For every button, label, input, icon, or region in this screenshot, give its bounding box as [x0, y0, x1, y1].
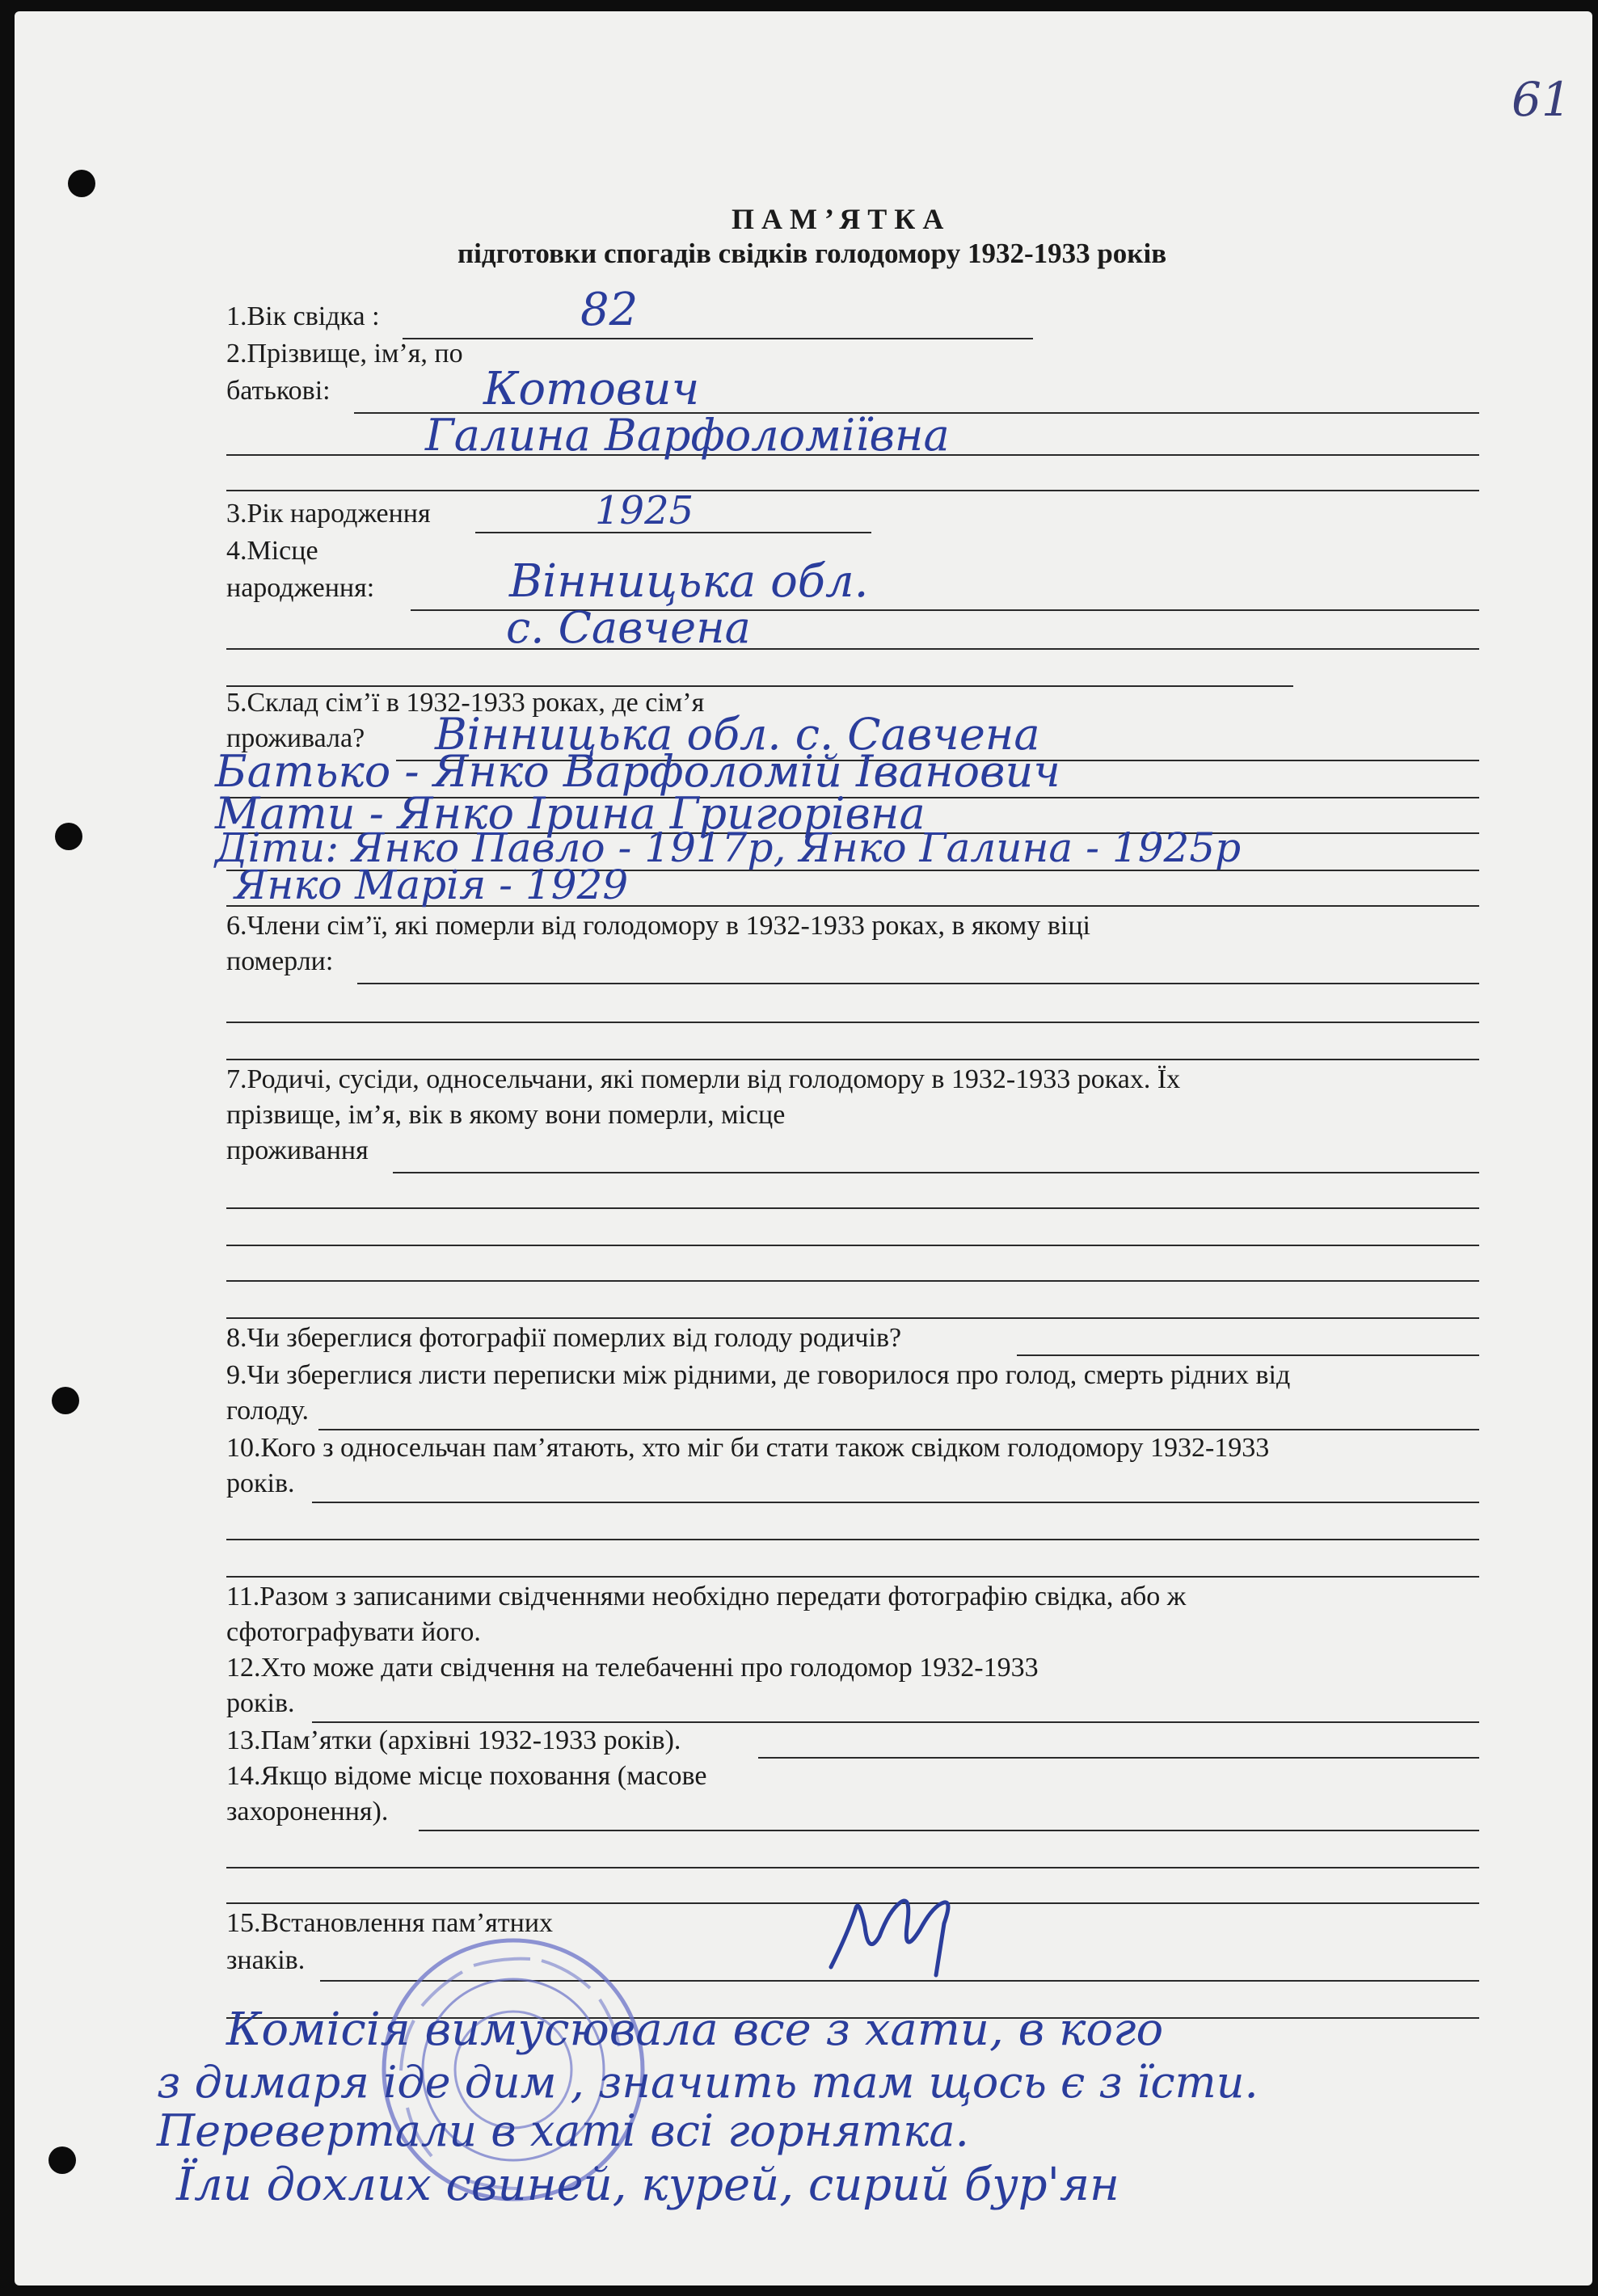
- q2-label-b: батькові:: [226, 376, 331, 406]
- hw-note-4: Їли дохлих свиней, курей, сирий бур'ян: [176, 2159, 1119, 2211]
- q10-label-a: 10.Кого з односельчан пам’ятають, хто міг би стати також свідком голодомору 1932-1933: [226, 1433, 1270, 1463]
- hw-note-3: Перевертали в хаті всі горнятка.: [157, 2105, 969, 2156]
- q14-label-b: захоронення).: [226, 1797, 389, 1826]
- q10-answer-line-2: [226, 1539, 1479, 1540]
- q15-label-b: знаків.: [226, 1945, 306, 1975]
- q6-label-a: 6.Члени сім’ї, які померли від голодомору в 1932-1933 роках, в якому віці: [226, 911, 1090, 941]
- q5-label-b: проживала?: [226, 723, 365, 753]
- q9-label-a: 9.Чи збереглися листи переписки між рідними, де говорилося про голод, смерть рідних від: [226, 1360, 1291, 1390]
- q4-label-a: 4.Місце: [226, 536, 318, 566]
- binder-hole-1: [68, 170, 95, 197]
- document-title: П А М ’ Я Т К А: [732, 203, 944, 235]
- q11-label-a: 11.Разом з записаними свідченнями необхідно передати фотографію свідка, або ж: [226, 1582, 1187, 1611]
- q12-label-a: 12.Хто може дати свідчення на телебаченні про голодомор 1932-1933: [226, 1653, 1039, 1683]
- q7-label-b: прізвище, ім’я, вік в якому вони померли, місце: [226, 1100, 786, 1130]
- hw-age: 82: [580, 284, 639, 336]
- q12-answer-line: [312, 1721, 1479, 1723]
- binder-hole-3: [52, 1387, 79, 1414]
- binder-hole-4: [48, 2146, 76, 2174]
- q4-answer-line-2: [226, 648, 1479, 650]
- q7-answer-line-3: [226, 1245, 1479, 1246]
- q9-label-b: голоду.: [226, 1396, 310, 1426]
- q6-answer-line-1: [357, 983, 1479, 984]
- hw-note-2: з димаря іде дим , значить там щось є з їсти.: [157, 2057, 1259, 2108]
- hw-family-3: Мати - Янко Ірина Григорівна: [215, 788, 925, 839]
- q15-label-a: 15.Встановлення пам’ятних: [226, 1908, 554, 1938]
- q12-label-b: років.: [226, 1688, 295, 1718]
- q11-label-b: сфотографувати його.: [226, 1617, 481, 1647]
- q14-answer-line-1: [419, 1830, 1479, 1831]
- q1-answer-line: [403, 338, 1033, 339]
- hw-note-1: Комісія вимусювала все з хати, в кого: [226, 2003, 1164, 2056]
- hw-family-1: Вінницька обл. с. Савчена: [435, 709, 1040, 760]
- hw-family-4: Діти: Янко Павло - 1917р, Янко Галина - 1925р: [215, 824, 1242, 871]
- signature: [823, 1878, 960, 1983]
- document-page: [15, 11, 1592, 2285]
- q5-label-a: 5.Склад сім’ї в 1932-1933 роках, де сім’я: [226, 688, 705, 718]
- q10-label-b: років.: [226, 1468, 295, 1498]
- hw-birth-year: 1925: [595, 488, 694, 533]
- hw-name: Галина Варфоломіївна: [425, 410, 950, 461]
- hw-birthplace-2: с. Савчена: [506, 602, 751, 653]
- q8-label: 8.Чи збереглися фотографії померлих від голоду родичів?: [226, 1323, 902, 1353]
- page-number: 61: [1512, 72, 1571, 127]
- hw-family-5: Янко Марія - 1929: [234, 862, 629, 908]
- q7-answer-line-2: [226, 1207, 1479, 1209]
- q10-answer-line-3: [226, 1576, 1479, 1578]
- q1-label: 1.Вік свідка :: [226, 301, 380, 331]
- q10-answer-line-1: [312, 1502, 1479, 1503]
- q4-label-b: народження:: [226, 573, 375, 603]
- q7-answer-line-1: [393, 1172, 1479, 1173]
- q13-label: 13.Пам’ятки (архівні 1932-1933 років).: [226, 1725, 681, 1755]
- document-subtitle: підготовки спогадів свідків голодомору 1932-1933 років: [457, 238, 1167, 269]
- q7-label-c: проживання: [226, 1135, 369, 1165]
- q6-label-b: померли:: [226, 946, 334, 976]
- binder-hole-2: [55, 823, 82, 850]
- q8-answer-line: [1017, 1354, 1479, 1356]
- q3-label: 3.Рік народження: [226, 499, 431, 529]
- q13-answer-line: [758, 1757, 1479, 1759]
- hw-family-2: Батько - Янко Варфоломій Іванович: [215, 746, 1060, 797]
- q6-answer-line-3: [226, 1059, 1479, 1060]
- q9-answer-line: [318, 1429, 1479, 1430]
- hw-surname: Котович: [483, 363, 700, 415]
- q7-label-a: 7.Родичі, сусіди, односельчани, які померли від голодомору в 1932-1933 роках. Їх: [226, 1064, 1181, 1094]
- q7-answer-line-5: [226, 1317, 1479, 1319]
- q7-answer-line-4: [226, 1280, 1479, 1282]
- q2-answer-line-3: [226, 490, 1479, 491]
- q14-label-a: 14.Якщо відоме місце поховання (масове: [226, 1761, 707, 1791]
- q14-answer-line-2: [226, 1867, 1479, 1868]
- q2-label-a: 2.Прізвище, ім’я, по: [226, 339, 463, 369]
- q6-answer-line-2: [226, 1022, 1479, 1023]
- hw-birthplace-1: Вінницька обл.: [509, 555, 869, 608]
